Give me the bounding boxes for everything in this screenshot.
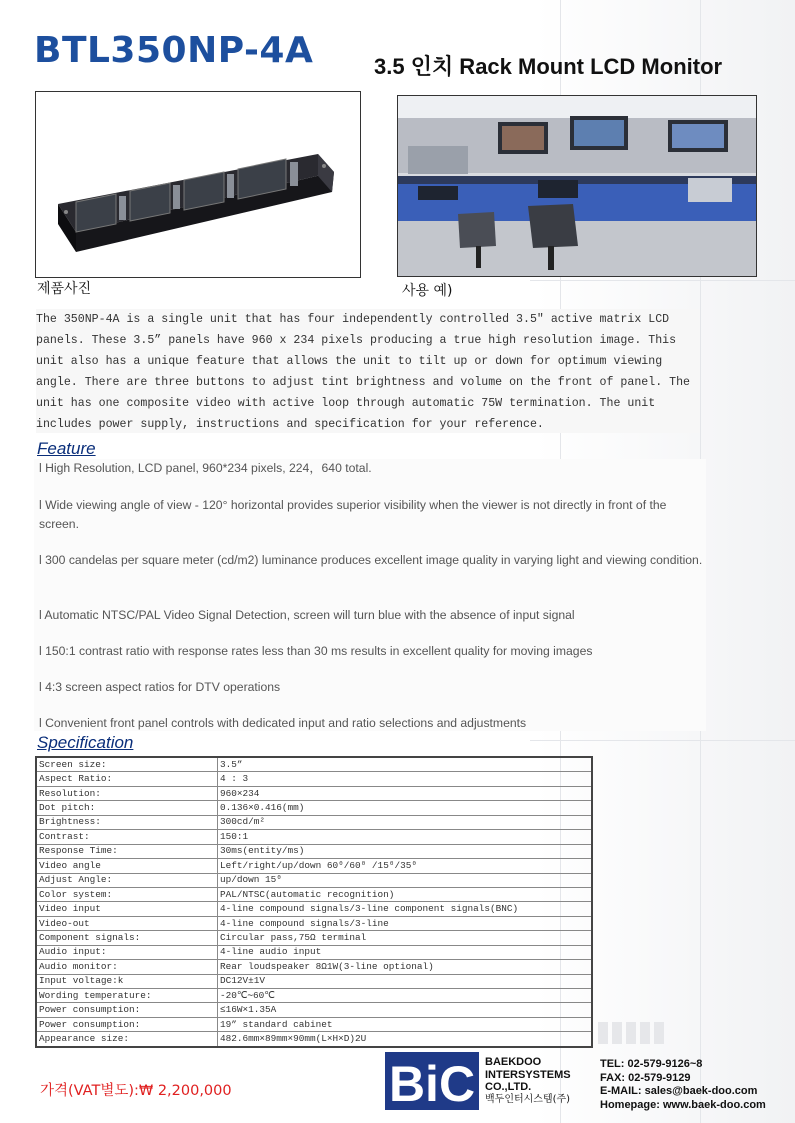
spec-label: Screen size: [36,757,218,772]
spec-label: Aspect Ratio: [36,772,218,786]
contact-homepage: Homepage: www.baek-doo.com [600,1098,766,1111]
spec-value: 4-line audio input [218,945,593,959]
spec-label: Video input [36,902,218,916]
rack-monitor-image [36,92,360,277]
spec-label: Component signals: [36,931,218,945]
spec-value: Rear loudspeaker 8Ω1W(3-line optional) [218,960,593,974]
background-grid [598,1022,668,1044]
spec-value: ≤16W×1.35A [218,1003,593,1017]
spec-row [36,873,592,887]
spec-label: Response Time: [36,844,218,858]
spec-value: 19” standard cabinet [218,1017,593,1031]
spec-row [36,887,592,901]
spec-row [36,902,592,916]
spec-label: Adjust Angle: [36,873,218,887]
price-text: 가격(VAT별도):₩ 2,200,000 [40,1083,232,1099]
spec-label: Resolution: [36,786,218,800]
spec-label: Power consumption: [36,1003,218,1017]
spec-value: 482.6mm×89mm×90mm(L×H×D)2U [218,1032,593,1047]
contact-tel: TEL: 02-579-9126~8 [600,1058,703,1070]
company-name-korean: 백두인터시스템(주) [485,1093,571,1105]
feature-item: l 4:3 screen aspect ratios for DTV operations [39,680,281,694]
feature-item: l 300 candelas per square meter (cd/m2) luminance produces excellent image quality in varying light and viewing condition. [39,553,703,567]
spec-row [36,945,592,959]
spec-value: -20℃∼60℃ [218,989,593,1003]
spec-value: 4 : 3 [218,772,593,786]
specification-heading: Specification [37,733,134,752]
spec-row [36,931,592,945]
spec-row [36,844,592,858]
spec-label: Color system: [36,887,218,901]
bic-logo-icon [385,1052,479,1110]
spec-value: 300cd/m² [218,815,593,829]
spec-label: Contrast: [36,830,218,844]
spec-value: DC12V±1V [218,974,593,988]
company-name-line: INTERSYSTEMS [485,1068,571,1081]
company-name-line: CO.,LTD. [485,1081,532,1093]
control-room-image [398,96,756,276]
spec-label: Input voltage:k [36,974,218,988]
product-photo [35,91,361,278]
feature-item: l Automatic NTSC/PAL Video Signal Detection, screen will turn blue with the absence of input signal [39,608,575,622]
spec-value: 150:1 [218,830,593,844]
spec-label: Wording temperature: [36,989,218,1003]
company-name [485,1056,571,1106]
feature-item: l Convenient front panel controls with dedicated input and ratio selections and adjustments [39,716,527,730]
spec-row [36,960,592,974]
spec-row [36,1003,592,1017]
usage-photo [397,95,757,277]
spec-value: PAL/NTSC(automatic recognition) [218,887,593,901]
contact-email: E-MAIL: sales@baek-doo.com [600,1085,758,1097]
spec-row [36,786,592,800]
spec-value: 4-line compound signals/3-line [218,916,593,930]
spec-label: Video-out [36,916,218,930]
background-line [530,740,795,741]
spec-label: Audio monitor: [36,960,218,974]
spec-value: 0.136×0.416(mm) [218,801,593,815]
spec-value: up/down 15⁰ [218,873,593,887]
contact-info [600,1058,766,1112]
spec-row [36,989,592,1003]
product-description: The 350NP-4A is a single unit that has four independently controlled 3.5″ active matrix LCD panels. These 3.5” panels have 960 x 234 pixels producing a true high resolution image. This unit also has a unique feature that allows the unit to tilt up or down for optimum viewing angle. There are three buttons to adjust tint brightness and volume on the front of panel. The unit has one composite video with active loop through automatic 75W termination. The unit includes power supply, instructions and specification for your reference. [36,309,700,433]
spec-row [36,1032,592,1047]
feature-list [34,459,706,731]
spec-value: 30ms(entity/ms) [218,844,593,858]
spec-value: 3.5” [218,757,593,772]
product-photo-caption: 제품사진 [37,281,92,297]
spec-row [36,830,592,844]
feature-item: l 150:1 contrast ratio with response rates less than 30 ms results in excellent quality for moving images [39,644,593,658]
specification-table [35,756,593,1048]
spec-label: Dot pitch: [36,801,218,815]
spec-row [36,815,592,829]
spec-label: Audio input: [36,945,218,959]
background-line [530,280,795,281]
spec-value: 960×234 [218,786,593,800]
usage-photo-caption: 사용 예) [402,283,453,299]
spec-value: Circular pass,75Ω terminal [218,931,593,945]
spec-row [36,801,592,815]
spec-label: Power consumption: [36,1017,218,1031]
spec-value: 4-line compound signals/3-line component signals(BNC) [218,902,593,916]
feature-item: l High Resolution, LCD panel, 960*234 pixels, 224，640 total. [39,461,372,475]
model-title: BTL350NP-4A [34,30,314,71]
spec-row [36,757,592,772]
spec-label: Brightness: [36,815,218,829]
spec-label: Video angle [36,859,218,873]
contact-fax: FAX: 02-579-9129 [600,1071,691,1084]
spec-row [36,916,592,930]
spec-row [36,1017,592,1031]
spec-row [36,859,592,873]
feature-heading: Feature [37,439,96,458]
spec-row [36,974,592,988]
feature-item: l Wide viewing angle of view - 120° horizontal provides superior visibility when the viewer is not directly in front of the screen. [39,498,667,531]
product-subtitle: 3.5 인치 Rack Mount LCD Monitor [374,54,723,79]
spec-row [36,772,592,786]
company-logo [385,1052,479,1110]
spec-value: Left/right/up/down 60⁰/60⁰ /15⁰/35⁰ [218,859,593,873]
spec-label: Appearance size: [36,1032,218,1047]
company-name-line: BAEKDOO [485,1056,542,1068]
logo-text: BiC [388,1056,476,1110]
